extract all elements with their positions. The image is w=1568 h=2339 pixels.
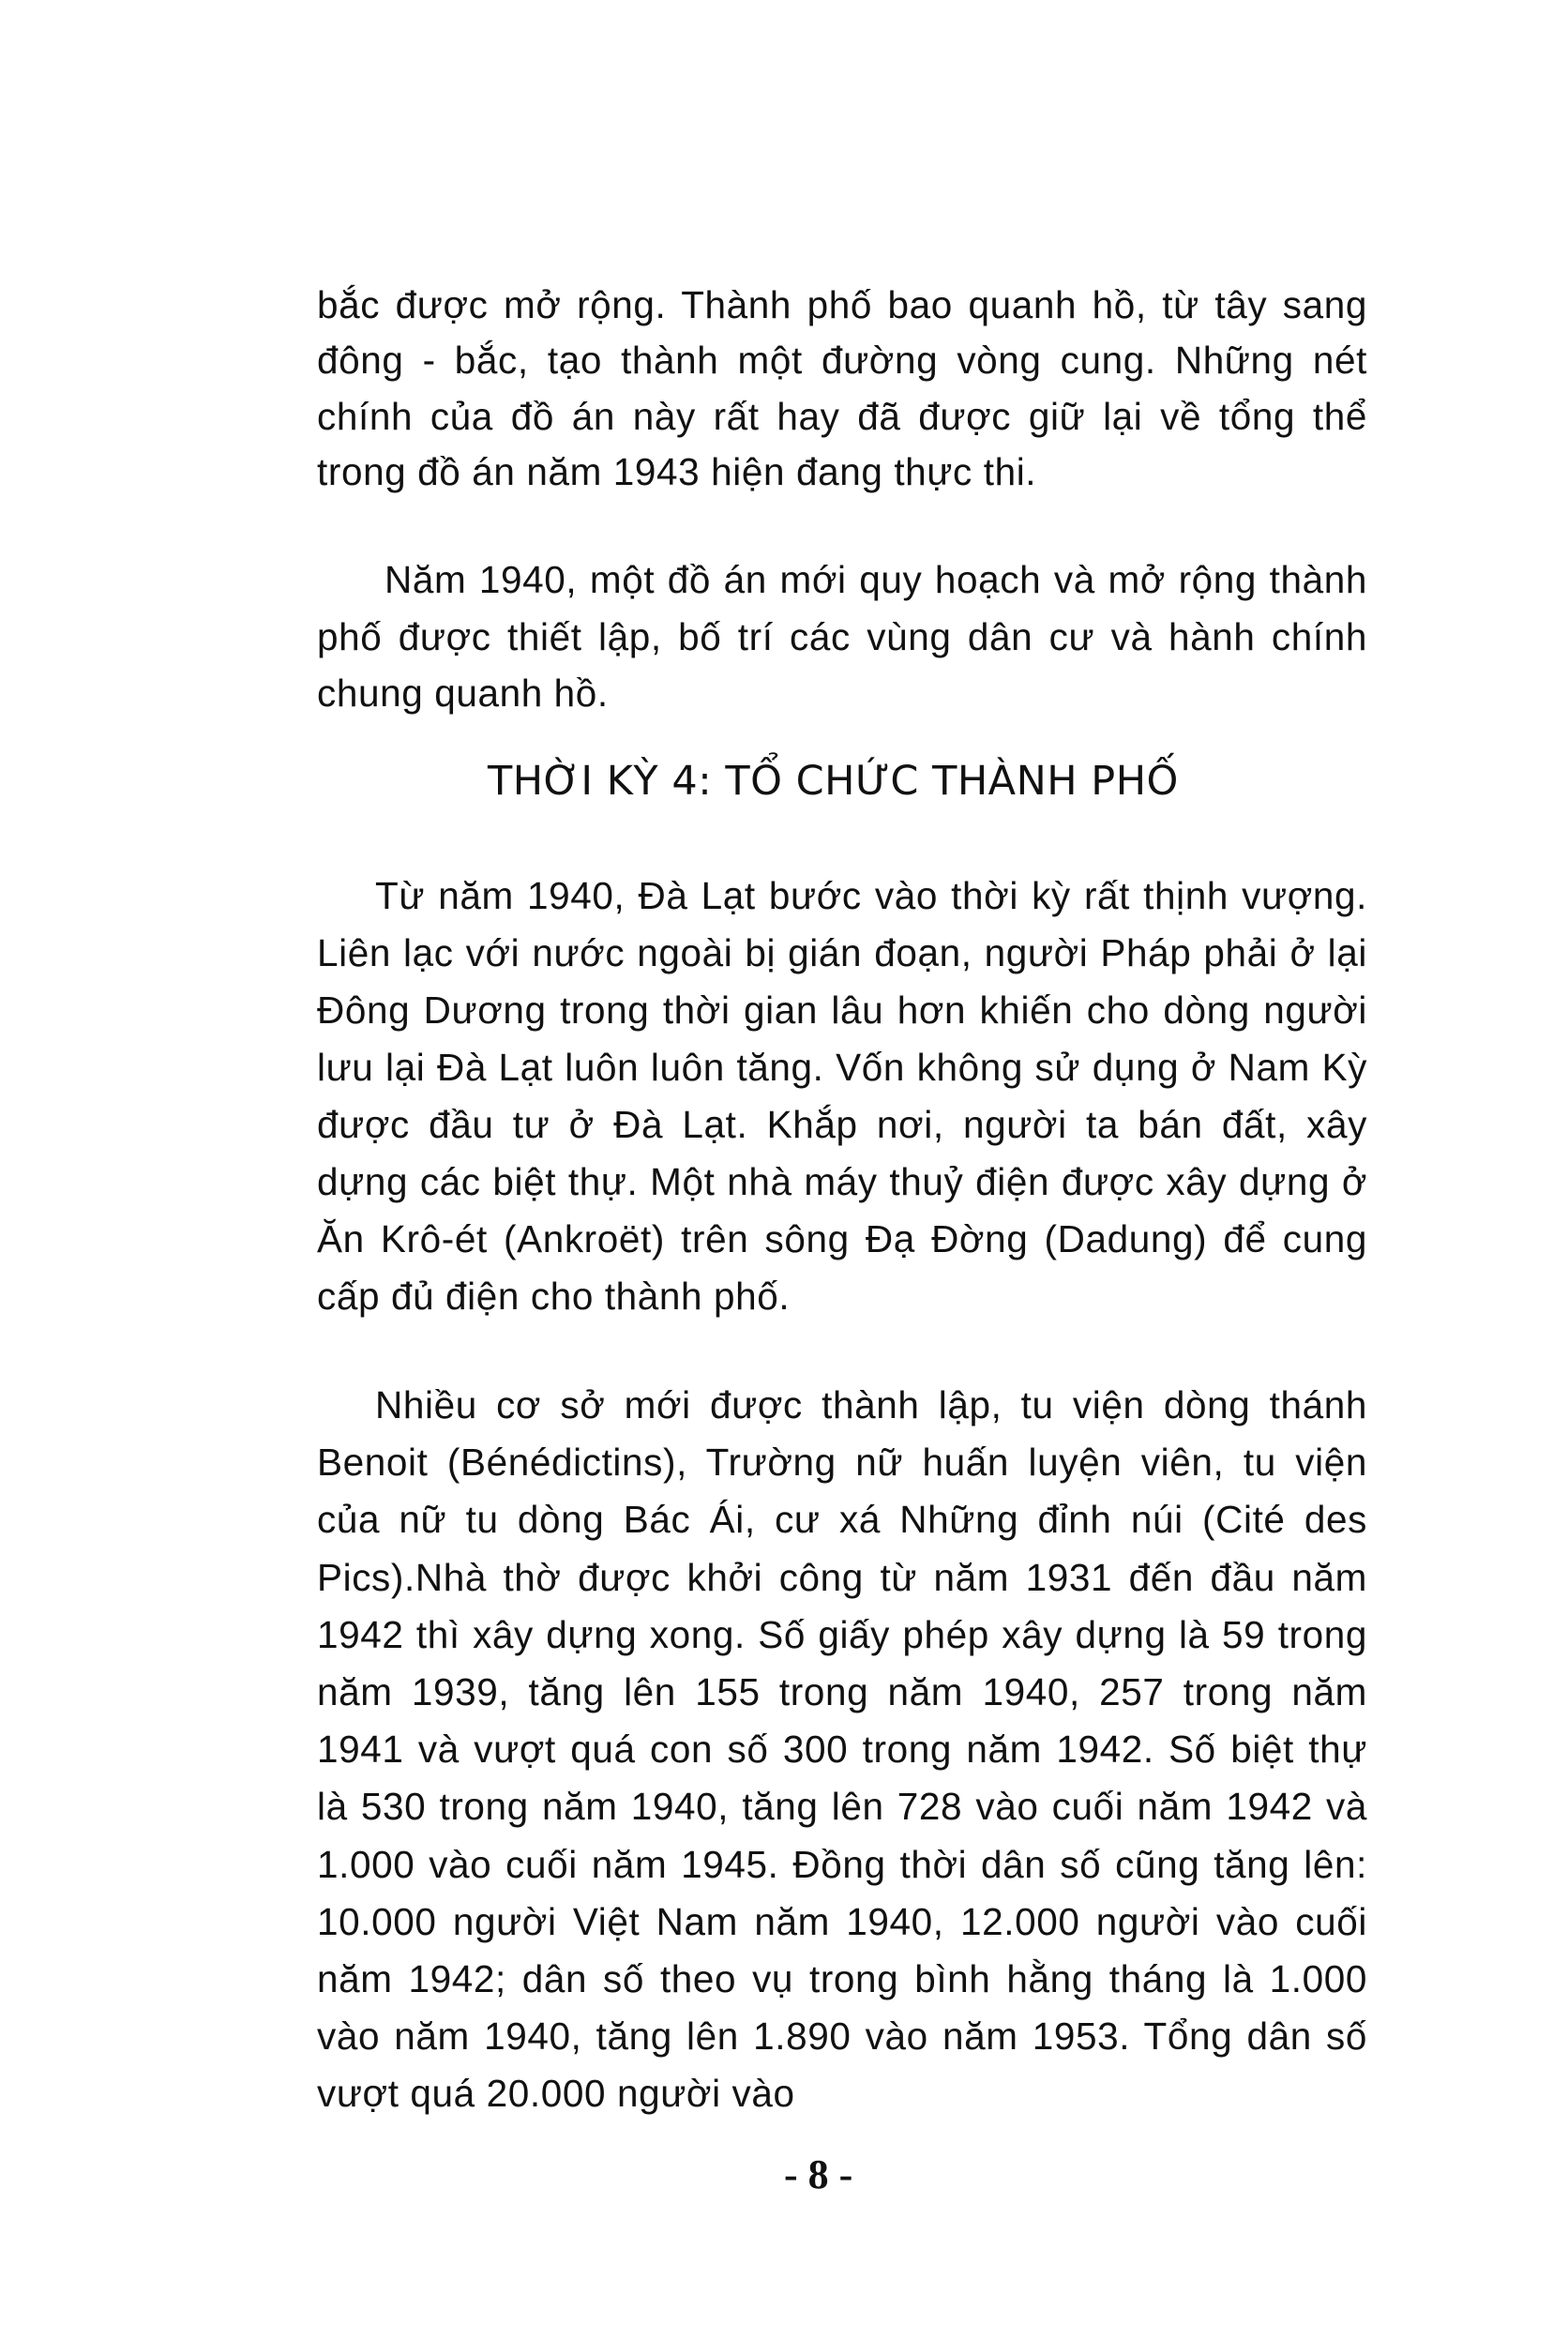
paragraph-continuation: bắc được mở rộng. Thành phố bao quanh hồ, từ tây sang đông - bắc, tạo thành một đường vòng cung. Những nét chính của đồ án này rất hay đã được giữ lại về tổng thể trong đồ án năm 1943 hiện đang thực thi. (317, 283, 1367, 493)
paragraph-new-establishments: Nhiều cơ sở mới được thành lập, tu viện dòng thánh Benoit (Bénédictins), Trường nữ huấn luyện viên, tu viện của nữ tu dòng Bác Ái, cư xá Những đỉnh núi (Cité des Pics).Nhà thờ được khởi công từ năm 1931 đến đầu năm 1942 thì xây dựng xong. Số giấy phép xây dựng là 59 trong năm 1939, tăng lên 155 trong năm 1940, 257 trong năm 1941 và vượt quá con số 300 trong năm 1942. Số biệt thự là 530 trong năm 1940, tăng lên 728 vào cuối năm 1942 và 1.000 vào cuối năm 1945. Đồng thời dân số cũng tăng lên: 10.000 người Việt Nam năm 1940, 12.000 người vào cuối năm 1942; dân số theo vụ trong bình hằng tháng là 1.000 vào năm 1940, tăng lên 1.890 vào năm 1953. Tổng dân số vượt quá 20.000 người vào (317, 1383, 1367, 2116)
paragraph-plan-1940: Năm 1940, một đồ án mới quy hoạch và mở rộng thành phố được thiết lập, bố trí các vùng dân cư và hành chính chung quanh hồ. (317, 558, 1367, 715)
section-heading: THỜI KỲ 4: TỔ CHỨC THÀNH PHỐ (488, 758, 1179, 805)
page-number: - 8 - (784, 2151, 853, 2197)
paragraph-prosperity: Từ năm 1940, Đà Lạt bước vào thời kỳ rất thịnh vượng. Liên lạc với nước ngoài bị gián đoạn, người Pháp phải ở lại Đông Dương trong thời gian lâu hơn khiến cho dòng người lưu lại Đà Lạt luôn luôn tăng. Vốn không sử dụng ở Nam Kỳ được đầu tư ở Đà Lạt. Khắp nơi, người ta bán đất, xây dựng các biệt thự. Một nhà máy thuỷ điện được xây dựng ở Ăn Krô-ét (Ankroët) trên sông Đạ Đờng (Dadung) để cung cấp đủ điện cho thành phố. (317, 874, 1367, 1318)
